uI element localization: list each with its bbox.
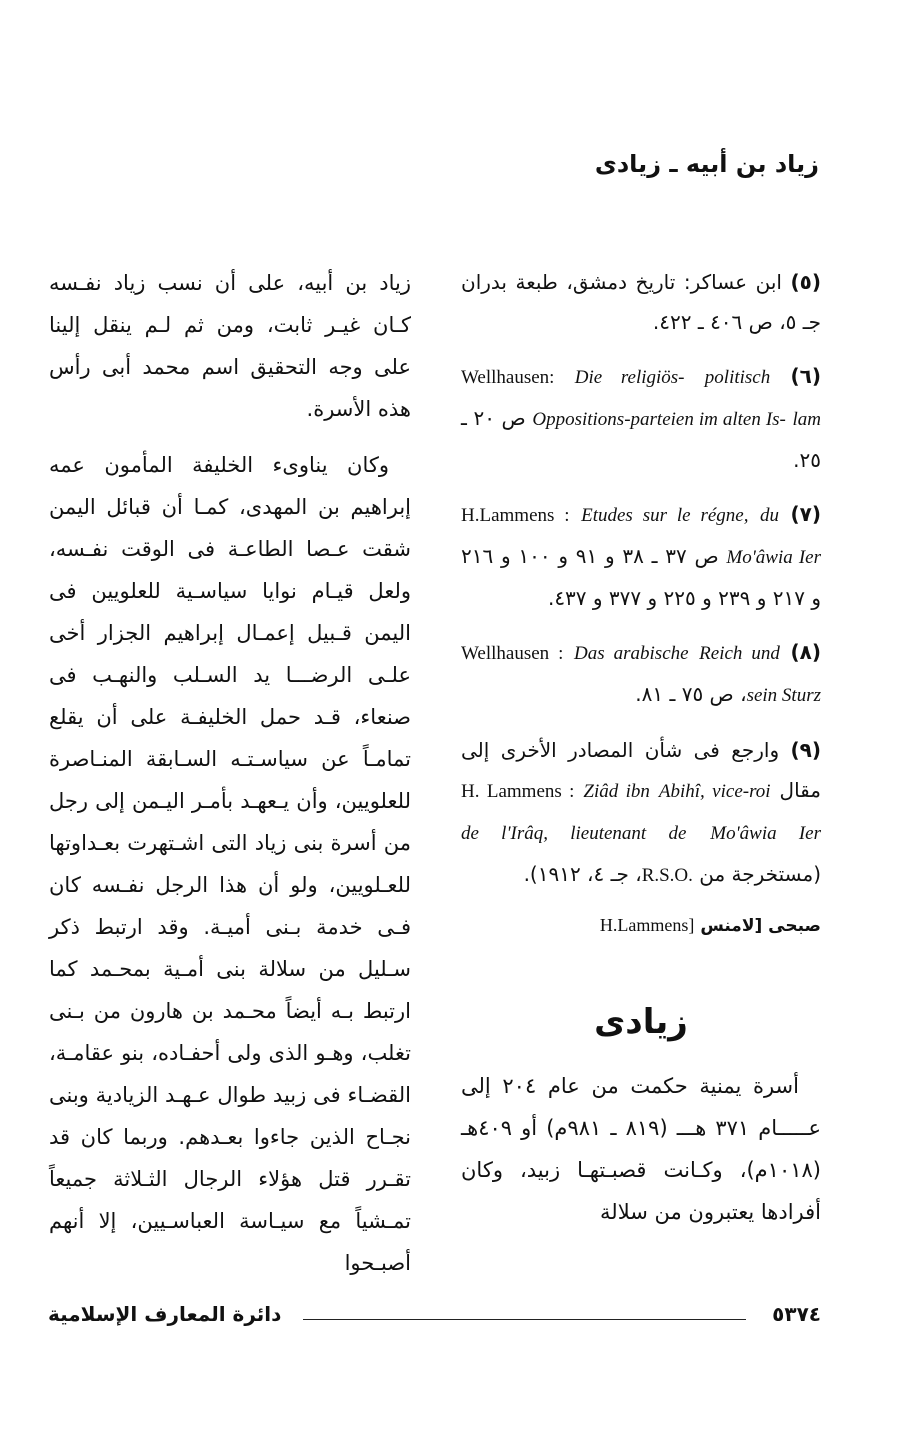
footnote-journal: R.S.O. [641,865,693,886]
article-body: أسرة يمنية حكمت من عام ٢٠٤ إلى عـــــام ٣٧١ هـــ (٨١٩ ـ ٩٨١م) أو ٤٠٩هـ (١٠١٨م)، وكـانت قصبـتهـا زبيد، وكان أفرادها يعتبرون من سلالة [461,1074,821,1224]
footnote-text: وارجع فى شأن المصادر [568,738,780,762]
footer-rule [303,1319,746,1320]
footnote-title-line: Ziâd ibn [583,781,650,802]
running-head: زياد بن أبيه ـ زيادى [594,150,819,178]
footnote-author: H.Lammens [461,505,555,526]
footnote-6: (٦) Wellhausen: Die religiös- politisch Oppositions-parteien im alten Is- lam ص ٢٠ ـ ٢٥. [461,364,822,472]
footnote-text: مستخرجة من [699,862,814,886]
footnote-title-line: Mo'âwia Ier [710,823,822,844]
right-column [461,262,821,1233]
page-footer [48,1302,821,1332]
footnote-title-line: politisch Oppositions-parteien im alten Is- [532,367,786,430]
footnote-pages: ص ٢٠ ـ ٢٥. [461,406,821,472]
footnote-author: Wellhausen [461,643,550,664]
footnote-number: (٥) [790,270,822,294]
footnote-pages: ٣٧٧ و ٤٣٧. [547,586,642,610]
footnote-title-line: Abihî, vice-roi de l'Irâq, lieutenant de [461,781,771,844]
signature-latin: H.Lammens] [599,915,695,935]
footnote-7: (٧) H.Lammens : Etudes sur le régne, du Mo'âwia Ier ص ٣٧ ـ ٣٨ و ٩١ و ١٠٠ و ٢١٦ و ٢١٧ و ٢٣٩ و ٢٢٥ و ٣٧٧ و ٤٣٧. [461,502,822,610]
footnote-9: (٩) وارجع فى شأن المصادر الأخرى إلى مقال H. Lammens : Ziâd ibn Abihî, vice-roi de l'Irâq, lieutenant de Mo'âwia Ier (مستخرجة من R.S.O.، جـ ٤، ١٩١٢). [461,738,822,886]
footnote-text: ابن عساكر: تاريخ دمشق، طبعة بدران جـ ٥، ص ٤٠٦ ـ ٤٢٢. [461,270,821,334]
footnote-8: (٨) Wellhausen : Das arabische Reich und sein Sturz، ص ٧٥ ـ ٨١. [461,640,821,706]
footnote-number: (٧) [790,502,822,526]
footnote-title-line: lam [792,409,821,430]
footnote-author: H. Lammens [461,781,562,802]
footnote-title-line: Die religiös- [574,367,685,388]
footnote-title-line: Das arabische [574,643,689,664]
footnote-pages: ص ٧٥ ـ ٨١. [635,682,734,706]
footnote-number: (٨) [790,640,821,664]
footnote-number: (٦) [790,364,822,388]
article-title: زيادى [594,1002,688,1042]
footnote-title-line: Etudes sur le régne [581,505,744,526]
footnote-title-line: Reich und sein Sturz [699,643,821,706]
footnote-title-line: du Mo'âwia Ier [726,505,822,568]
footnote-author: Wellhausen [461,367,550,388]
signature-arabic: صبحى [لامنس [700,916,821,936]
footer-title: دائرة المعارف الإسلامية [48,1302,282,1326]
body-paragraph: وكان يناوىء الخليفة المأمون عمه إبراهيم بن المهدى، كمـا أن قبائل اليمن شقت عـصا الطاعـة فى الوقت نفـسه، ولعل قيـام نوايا سياسـية للعلويين فى اليمن قـبيل إعمـال إبراهيم الجزار أخى علـى الرضـــا يد السـلب والنهـب فى صنعاء، قـد حمل الخليفـة على أن يقلع تمامـاً عن سياسـتـه السـابقة المنـاصرة للعلويين، وأن يـعهـد بأمـر اليـمن إلى رجل من أسرة بنى زياد التى اشـتهرت بعـداوتها للعـلويين، ولو أن هذا الرجل نفـسه كان فـى خدمة بـنى أميـة. وقد ارتبط ذكر سـليل من سلالة بنى أمـية بمحـمد كما ارتبط بـه أيضاً محـمد بن هارون من بـنى تغلب، وهـو الذى ولى أحفـاده، بنو عقامـة، القضـاء فى زبيد طوال عـهـد الزيادية وبنى نجـاح الذين جاءوا بعـدهم. وربما كان قد تقـرر قتل هؤلاء الرجال الثـلاثة جميعاً تمـشياً مع سيـاسة العباسـيين، إلا أنهم أصبـحوا [49,453,411,1275]
body-paragraph: زياد بن أبيه، على أن نسب زياد نفـسه كـان غيـر ثابت، ومن ثم لـم ينقل إلينا على وجه التحقيق اسم محمد أبى رأس هذه الأسرة. [49,271,411,421]
footnote-number: (٩) [790,738,822,762]
author-signature [461,910,821,941]
left-column [49,262,411,1284]
footnote-5 [461,262,821,342]
page-number: ٥٣٧٤ [772,1302,821,1326]
footnote-text: الأخرى إلى مقال [461,738,822,802]
footnote-pages: ص ٣٧ ـ ٣٨ و ٩١ و [558,544,719,568]
footnote-pages: جـ ٤، ١٩١٢). [523,862,629,886]
footnote-pages: ١٠٠ و ٢١٦ و ٢١٧ و ٢٣٩ و ٢٢٥ و [461,544,821,610]
